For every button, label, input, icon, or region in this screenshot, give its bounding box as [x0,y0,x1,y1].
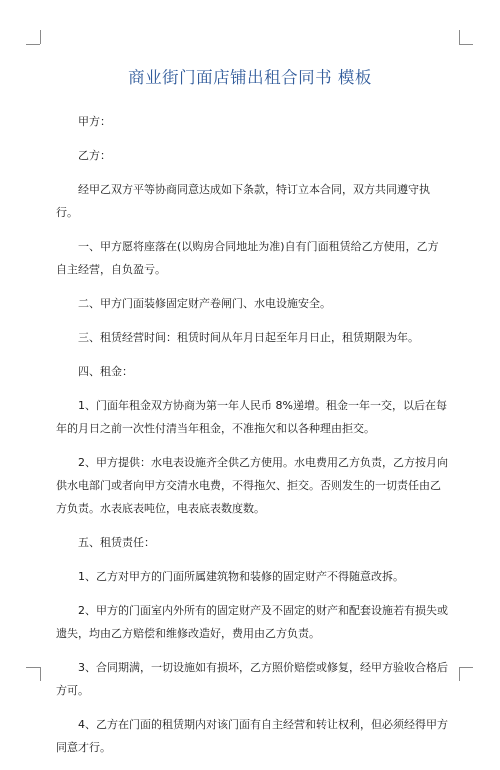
clause-3-paragraph: 三、租赁经营时间：租赁时间从年月日起至年月日止，租赁期限为年。 [78,331,419,344]
clause-4-item-2: 2、甲方提供：水电表设施齐全供乙方使用。水电费用乙方负责，乙方按月向供水电部门或者向甲方交清水电费，不得拖欠、拒交。否则发生的一切责任由乙方负责。水表底表吨位，电表底表数度数。 [56,456,448,515]
clause-5-item-1: 1、乙方对甲方的门面所属建筑物和装修的固定财产不得随意改拆。 [78,570,404,583]
party-a-line: 甲方： [78,115,111,128]
preamble-paragraph: 经甲乙双方平等协商同意达成如下条款，特订立本合同，双方共同遵守执行。 [56,183,430,219]
clause-5-item-4: 4、乙方在门面的租赁期内对该门面有自主经营和转让权利，但必须经得甲方同意才行。 [56,718,448,754]
clause-2-paragraph: 二、甲方门面装修固定财产卷闸门、水电设施安全。 [78,297,331,310]
clause-5-item-3: 3、合同期满，一切设施如有损坏，乙方照价赔偿或修复，经甲方验收合格后方可。 [56,661,448,697]
clause-5-item-2: 2、甲方的门面室内外所有的固定财产及不固定的财产和配套设施若有损失或遗失，均由乙方赔偿和维修改造好，费用由乙方负责。 [56,604,448,640]
clause-5-heading: 五、租赁责任： [78,536,155,549]
clause-1-paragraph: 一、甲方愿将座落在(以购房合同地址为准)自有门面租赁给乙方使用，乙方自主经营，自负盈亏。 [56,240,439,276]
document-body [56,110,448,770]
party-b-line: 乙方： [78,149,111,162]
clause-4-item-1: 1、门面年租金双方协商为第一年人民币 8%递增。租金一年一交，以后在每年的月日之前一次性付清当年租金，不准拖欠和以各种理由拒交。 [56,399,447,435]
document-title: 商业街门面店铺出租合同书 模板 [128,68,372,87]
clause-4-heading: 四、租金： [78,365,133,378]
